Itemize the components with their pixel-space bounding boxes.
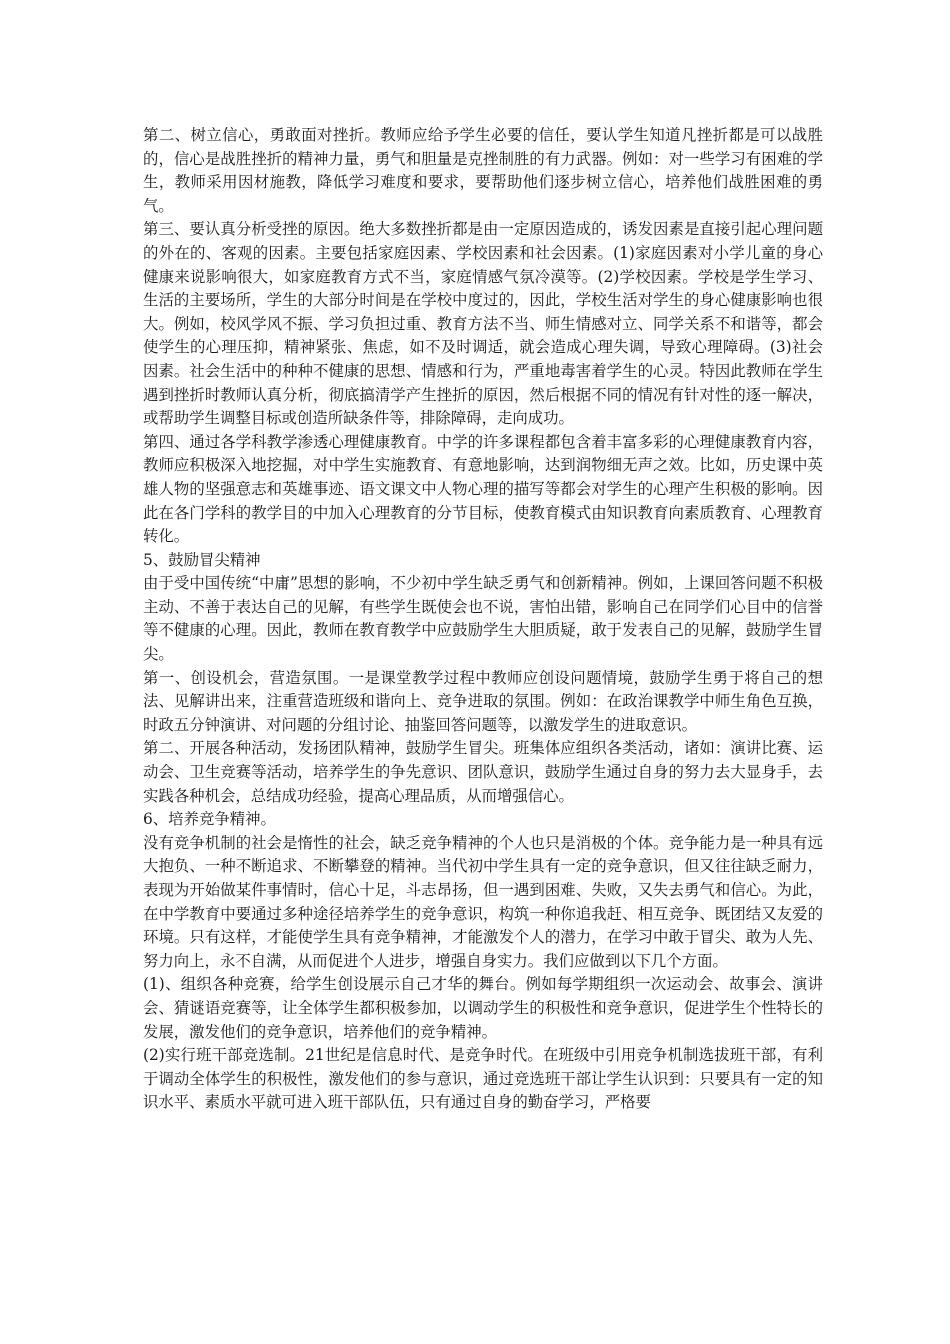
paragraph-subject-integration: 第四、通过各学科教学渗透心理健康教育。中学的许多课程都包含着丰富多彩的心理健康教育内容，教师应积极深入地挖掘，对中学生实施教育、有意地影响，达到润物细无声之效。比如，历史课中英雄人物的坚强意志和英雄事迹、语文课文中人物心理的描写等都会对学生的心理产生积极的影响。因此在各门学科的教学目的中加入心理教育的分节目标，使教育模式由知识教育向素质教育、心理教育转化。 [143,432,823,546]
paragraph-organize-contests: (1)、组织各种竞赛，给学生创设展示自己才华的舞台。例如每学期组织一次运动会、故事会、演讲会、猜谜语竞赛等，让全体学生都积极参加，以调动学生的积极性和竞争意识，促进学生个性特长的发展，激发他们的竞争意识，培养他们的竞争精神。 [143,975,823,1041]
paragraph-competition-spirit: 没有竞争机制的社会是惰性的社会，缺乏竞争精神的个人也只是消极的个体。竞争能力是一种具有远大抱负、一种不断追求、不断攀登的精神。当代初中学生具有一定的竞争意识，但又往往缺乏耐力，表现为开始做某件事情时，信心十足，斗志昂扬，但一遇到困难、失败，又失去勇气和信心。为此，在中学教育中要通过多种途径培养学生的竞争意识，构筑一种你追我赶、相互竞争、既团结又友爱的环境。只有这样，才能使学生具有竞争精神，才能激发个人的潜力，在学习中敢于冒尖、敢为人先、努力向上，永不自满，从而促进个人进步，增强自身实力。我们应做到以下几个方面。 [143,833,823,970]
section-heading-6: 6、培养竞争精神。 [143,810,276,829]
paragraph-cadre-election: (2)实行班干部竞选制。21世纪是信息时代、是竞争时代。在班级中引用竞争机制选拔班干部，有利于调动全体学生的积极性，激发他们的参与意识，通过竞选班干部让学生认识到：只要具有一定的知识水平、素质水平就可进入班干部队伍，只有通过自身的勤奋学习，严格要 [143,1046,823,1112]
paragraph-build-confidence: 第二、树立信心，勇敢面对挫折。教师应给予学生必要的信任，要认学生知道凡挫折都是可以战胜的，信心是战胜挫折的精神力量，勇气和胆量是克挫制胜的有力武器。例如：对一些学习有困难的学生，教师采用因材施教，降低学习难度和要求，要帮助他们逐步树立信心，培养他们战胜困难的勇气。 [143,126,823,215]
paragraph-create-opportunities: 第一、创设机会，营造氛围。一是课堂教学过程中教师应创设问题情境，鼓励学生勇于将自己的想法、见解讲出来，注重营造班级和谐向上、竞争进取的氛围。例如：在政治课教学中师生角色互换，时政五分钟演讲、对问题的分组讨论、抽鉴回答问题等，以激发学生的进取意识。 [143,668,823,734]
paragraph-encourage-excellence: 由于受中国传统“中庸”思想的影响，不少初中学生缺乏勇气和创新精神。例如，上课回答问题不积极主动、不善于表达自己的见解，有些学生既使会也不说，害怕出错，影响自己在同学们心目中的信誉等不健康的心理。因此，教师在教育教学中应鼓励学生大胆质疑，敢于发表自己的见解，鼓励学生冒尖。 [143,574,823,664]
paragraph-team-activities: 第二、开展各种活动，发扬团队精神，鼓励学生冒尖。班集体应组织各类活动，诸如：演讲比赛、运动会、卫生竞赛等活动，培养学生的争先意识、团队意识，鼓励学生通过自身的努力去大显身手，去实践各种机会，总结成功经验，提高心理品质，从而增强信心。 [143,739,823,805]
document-body [143,124,823,1115]
section-heading-5: 5、鼓励冒尖精神 [143,550,261,569]
paragraph-analyze-causes: 第三、要认真分析受挫的原因。绝大多数挫折都是由一定原因造成的，诱发因素是直接引起心理问题的外在的、客观的因素。主要包括家庭因素、学校因素和社会因素。(1)家庭因素对小学儿童的身心健康来说影响很大，如家庭教育方式不当，家庭情感气氛冷漠等。(2)学校因素。学校是学生学习、生活的主要场所，学生的大部分时间是在学校中度过的，因此，学校生活对学生的身心健康影响也很大。例如，校风学风不振、学习负担过重、教育方法不当、师生情感对立、同学关系不和谐等，都会使学生的心理压抑，精神紧张、焦虑，如不及时调适，就会造成心理失调，导致心理障碍。(3)社会因素。社会生活中的种种不健康的思想、情感和行为，严重地毒害着学生的心灵。特因此教师在学生遇到挫折时教师认真分析，彻底搞清学产生挫折的原因，然后根据不同的情况有针对性的逐一解决，或帮助学生调整目标或创造所缺条件等，排除障碍，走向成功。 [143,220,823,428]
